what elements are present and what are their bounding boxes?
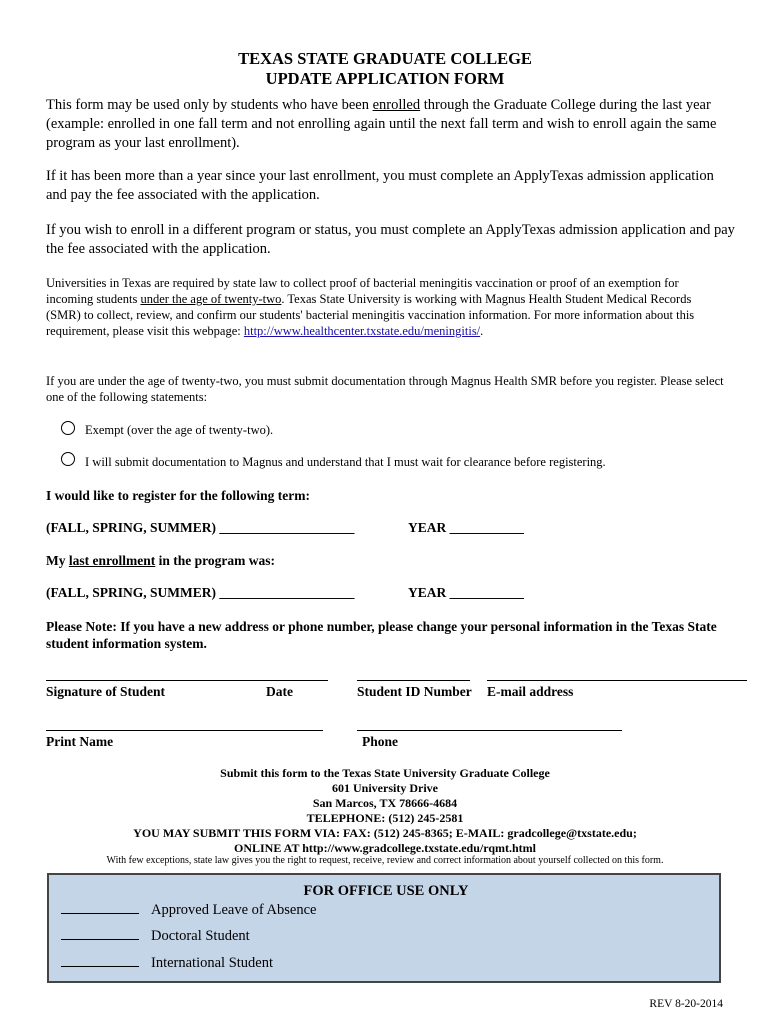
exempt-radio[interactable] <box>61 421 75 435</box>
meningitis-instruction: If you are under the age of twenty-two, you must submit documentation through Magnus Health SMR before you register. Please select one of the following statements: <box>46 374 724 404</box>
office-item-international: International Student <box>61 955 273 972</box>
meningitis-paragraph: Universities in Texas are required by state law to collect proof of bacterial meningitis vaccination or proof of an exemption for incoming students under the age of twenty-two. Texas State University is working with Magnus Health Student Medical Records (SMR) to collect, review, and confirm our students' bacterial meningitis vaccination information. For more information about this requirement, please visit this webpage: http://www.healthcenter.txstate.edu/meningitis/. <box>46 276 695 338</box>
form-title-line2: UPDATE APPLICATION FORM <box>265 69 505 88</box>
office-item-blank[interactable] <box>61 902 139 914</box>
register-heading: I would like to register for the following term: <box>46 488 310 503</box>
signature-label: Signature of Student <box>46 684 166 699</box>
exempt-option-label: Exempt (over the age of twenty-two). <box>85 423 274 437</box>
meningitis-link[interactable]: http://www.healthcenter.txstate.edu/meningitis/ <box>243 324 481 338</box>
student-id-line[interactable] <box>357 680 470 681</box>
office-use-title: FOR OFFICE USE ONLY <box>303 883 469 899</box>
office-use-box <box>47 873 721 983</box>
submit-address: 601 University Drive <box>332 781 438 795</box>
submit-docs-option-label: I will submit documentation to Magnus and understand that I must wait for clearance before registering. <box>85 455 606 469</box>
register-year-field[interactable]: YEAR ___________ <box>408 520 524 535</box>
office-item-blank[interactable] <box>61 955 139 967</box>
submit-online: ONLINE AT http://www.gradcollege.txstate.edu/rqmt.html <box>234 841 536 855</box>
student-id-label: Student ID Number <box>357 684 472 699</box>
date-label: Date <box>266 684 293 699</box>
email-label: E-mail address <box>487 684 574 699</box>
intro-paragraph-3: If you wish to enroll in a different program or status, you must complete an ApplyTexas admission application and pay the fee associated with the application. <box>46 222 735 257</box>
phone-label: Phone <box>362 734 399 749</box>
phone-line[interactable] <box>357 730 622 731</box>
privacy-disclaimer: With few exceptions, state law gives you the right to request, receive, review and correct information about yourself collected on this form. <box>106 855 664 866</box>
last-enrollment-heading: My last enrollment in the program was: <box>46 553 275 568</box>
submit-telephone: TELEPHONE: (512) 245-2581 <box>306 811 464 825</box>
revision-date: REV 8-20-2014 <box>649 998 723 1010</box>
intro-paragraph-2: If it has been more than a year since your last enrollment, you must complete an ApplyTexas admission application and pay the fee associated with the application. <box>46 168 714 203</box>
submit-docs-radio[interactable] <box>61 452 75 466</box>
email-line[interactable] <box>487 680 747 681</box>
office-item-leave: Approved Leave of Absence <box>61 902 316 919</box>
last-term-field[interactable]: (FALL, SPRING, SUMMER) ____________________ <box>46 585 355 600</box>
intro-paragraph-1: This form may be used only by students who have been enrolled through the Graduate College during the last year (example: enrolled in one fall term and not enrolling again until the next fall term and wish to enroll again the same program as your last enrollment). <box>46 97 717 151</box>
print-name-line[interactable] <box>46 730 323 731</box>
last-year-field[interactable]: YEAR ___________ <box>408 585 524 600</box>
print-name-label: Print Name <box>46 734 114 749</box>
register-term-field[interactable]: (FALL, SPRING, SUMMER) ____________________ <box>46 520 355 535</box>
office-item-doctoral: Doctoral Student <box>61 928 250 945</box>
submit-city: San Marcos, TX 78666-4684 <box>312 796 458 810</box>
submit-line-1: Submit this form to the Texas State University Graduate College <box>220 766 550 780</box>
address-note: Please Note: If you have a new address or phone number, please change your personal information in the Texas State student information system. <box>46 619 717 651</box>
form-title-line1: TEXAS STATE GRADUATE COLLEGE <box>238 49 532 68</box>
office-item-blank[interactable] <box>61 928 139 940</box>
signature-line[interactable] <box>46 680 328 681</box>
submit-via: YOU MAY SUBMIT THIS FORM VIA: FAX: (512) 245-8365; E-MAIL: gradcollege@txstate.edu; <box>133 826 637 840</box>
